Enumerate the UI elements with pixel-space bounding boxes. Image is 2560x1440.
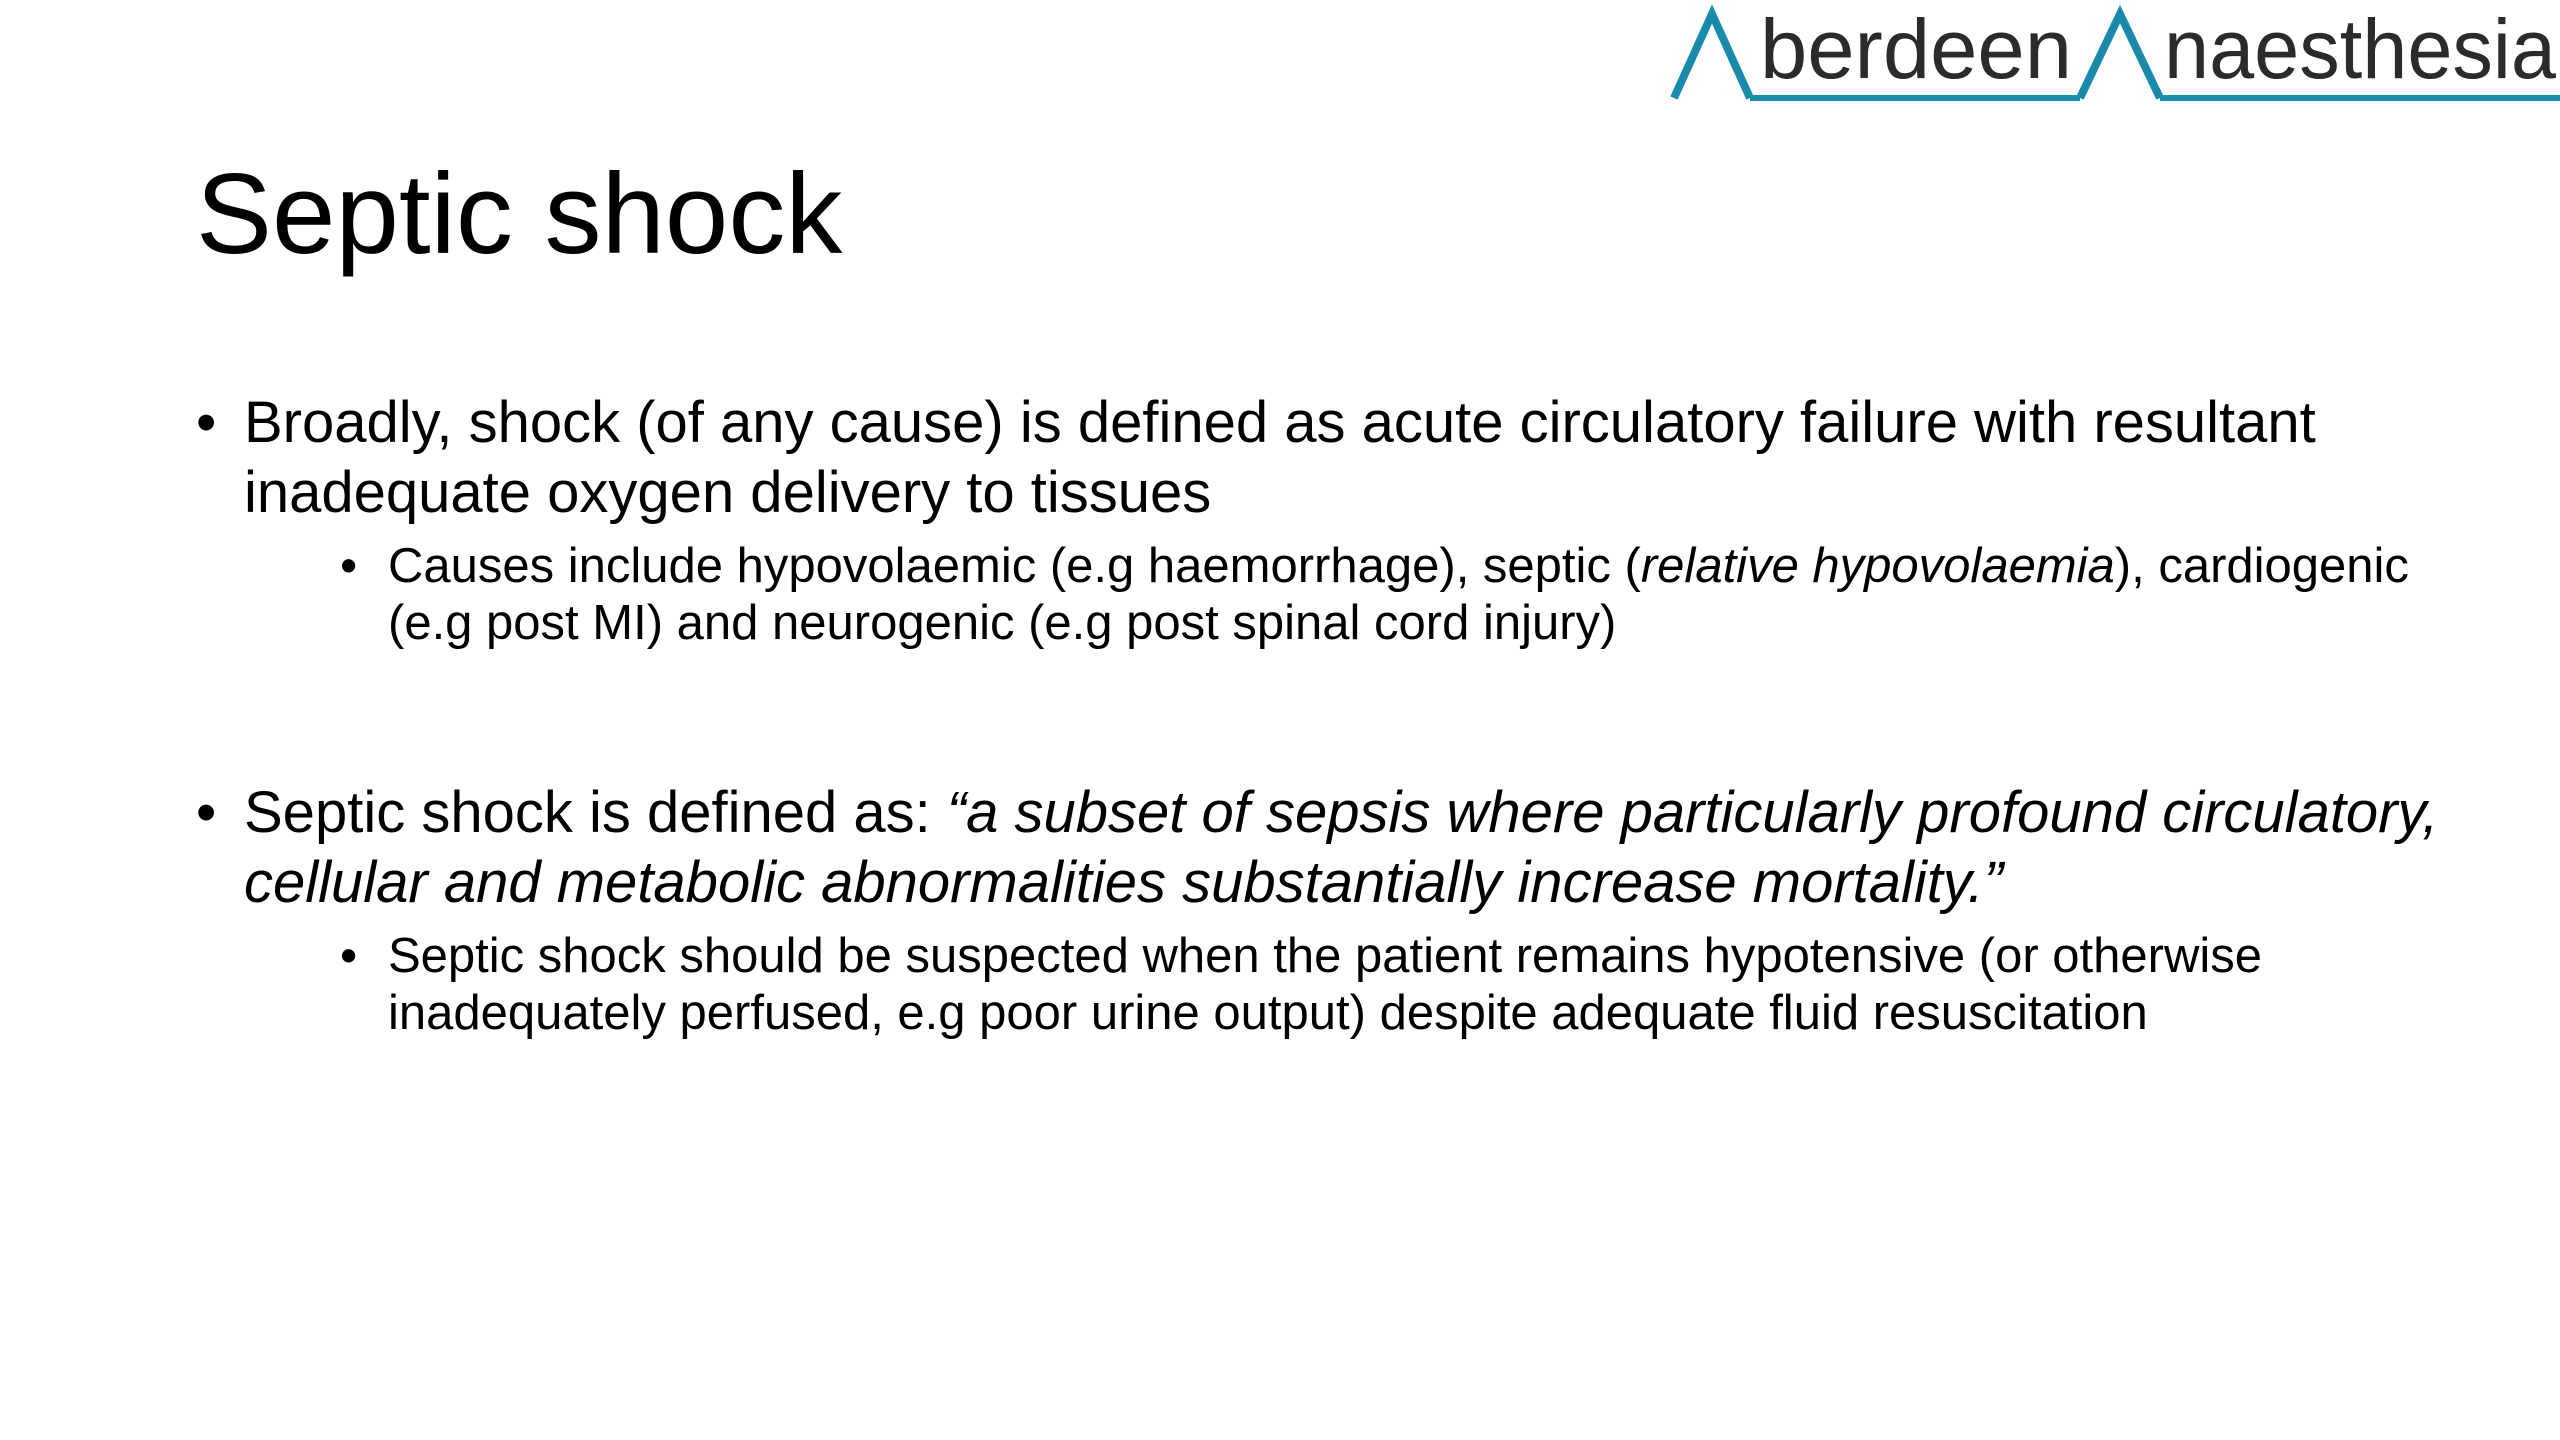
logo-text-aberdeen: berdeen [1760, 2, 2072, 96]
bullet-quote: “a subset of sepsis where particularly profound circulatory, cellular and metabolic abnormalities substantially increase mortality.” [244, 780, 2439, 915]
sub-bullet-text-before: Causes include hypovolaemic (e.g haemorrhage), septic ( [388, 539, 1641, 593]
aberdeen-anaesthesia-logo [1668, 0, 2560, 108]
sub-bullet-list [244, 538, 2446, 652]
bullet-text: Broadly, shock (of any cause) is defined as acute circulatory failure with resultant inadequate oxygen delivery to tissues [244, 390, 2316, 525]
sub-bullet-text-after: ), cardiogenic (e.g post MI) and neurogenic (e.g post spinal cord injury) [388, 539, 2409, 650]
bullet-dot: • [196, 390, 217, 455]
sub-bullet-causes [244, 538, 2446, 652]
sub-bullet-list [244, 928, 2446, 1042]
sub-bullet-text: Septic shock should be suspected when the patient remains hypotensive (or otherwise inadequately perfused, e.g poor urine output) despite adequate fluid resuscitation [388, 929, 2262, 1040]
slide-title: Septic shock [196, 151, 843, 278]
sub-bullet-suspicion [244, 928, 2446, 1042]
logo-chevron-a-icon [1674, 14, 1750, 98]
bullet-septic-shock-definition [196, 778, 2446, 1042]
sub-bullet-dot: • [340, 539, 358, 593]
bullet-text-prefix: Septic shock is defined as: [244, 780, 947, 845]
sub-bullet-text-italic: relative hypovolaemia [1640, 539, 2115, 593]
logo-chevron-b-icon [2080, 14, 2160, 98]
bullet-shock-definition [196, 388, 2446, 652]
bullet-list-shock-definition [196, 388, 2446, 652]
bullet-dot: • [196, 780, 217, 845]
sub-bullet-dot: • [340, 929, 358, 983]
bullet-list-septic-shock [196, 778, 2446, 1042]
logo-text-anaesthesia: naesthesia [2164, 2, 2557, 96]
